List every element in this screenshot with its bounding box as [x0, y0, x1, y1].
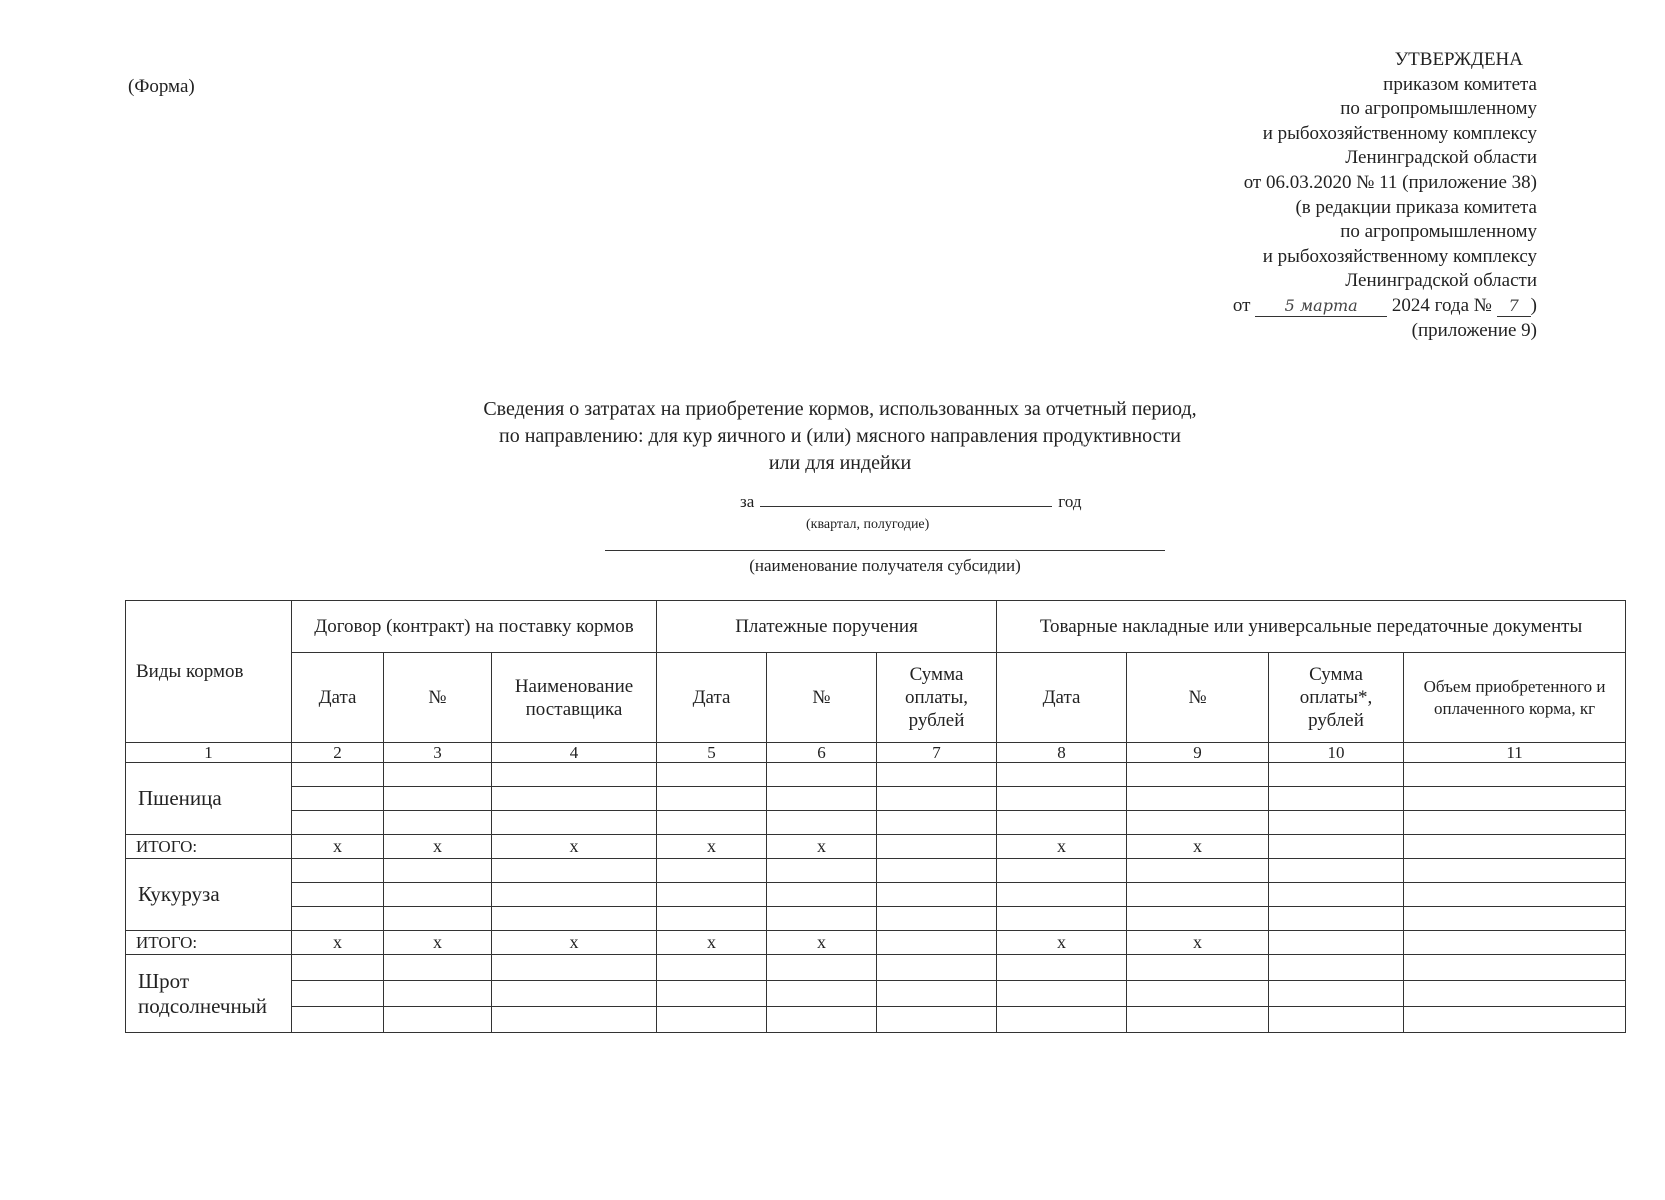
group-header-invoice: Товарные накладные или универсальные передаточные документы	[997, 601, 1626, 653]
table-cell[interactable]	[997, 883, 1127, 907]
x-mark: х	[1127, 931, 1269, 955]
form-label: (Форма)	[128, 76, 195, 97]
table-cell[interactable]	[1127, 907, 1269, 931]
col-header-invoice-sum: Сумма оплаты*, рублей	[1269, 653, 1404, 743]
table-cell[interactable]	[877, 1007, 997, 1033]
table-cell[interactable]	[877, 763, 997, 787]
table-cell[interactable]	[1269, 981, 1404, 1007]
table-cell[interactable]	[1404, 931, 1626, 955]
table-cell[interactable]	[997, 981, 1127, 1007]
approval-heading: УТВЕРЖДЕНА	[1394, 49, 1523, 70]
x-mark: х	[997, 835, 1127, 859]
table-cell[interactable]	[1127, 787, 1269, 811]
table-cell[interactable]	[492, 859, 657, 883]
column-number: 5	[657, 743, 767, 763]
col-header-invoice-number: №	[1127, 653, 1269, 743]
column-number: 7	[877, 743, 997, 763]
table-cell[interactable]	[997, 955, 1127, 981]
table-row-sunflower-meal	[126, 1007, 1626, 1033]
table-cell[interactable]	[1127, 859, 1269, 883]
table-cell[interactable]	[384, 811, 492, 835]
table-cell[interactable]	[767, 763, 877, 787]
x-mark: х	[384, 835, 492, 859]
column-number: 8	[997, 743, 1127, 763]
handwritten-date: 5 марта	[1255, 296, 1387, 317]
x-mark: х	[657, 835, 767, 859]
column-number: 9	[1127, 743, 1269, 763]
column-number: 10	[1269, 743, 1404, 763]
period-line	[740, 492, 1081, 512]
table-cell[interactable]	[492, 763, 657, 787]
table-cell[interactable]	[492, 883, 657, 907]
table-cell[interactable]	[877, 835, 997, 859]
x-mark: х	[492, 931, 657, 955]
approval-date-line	[1017, 294, 1537, 319]
total-label: ИТОГО:	[126, 931, 292, 955]
table-cell[interactable]	[292, 1007, 384, 1033]
table-cell[interactable]	[1269, 763, 1404, 787]
col-header-feed: Виды кормов	[126, 601, 292, 743]
table-cell[interactable]	[1404, 859, 1626, 883]
group-header-payment: Платежные поручения	[657, 601, 997, 653]
feed-name-cell: Пшеница	[126, 763, 292, 835]
table-cell[interactable]	[292, 787, 384, 811]
table-cell[interactable]	[657, 1007, 767, 1033]
table-row-sunflower-meal	[126, 981, 1626, 1007]
table-cell[interactable]	[657, 955, 767, 981]
table-cell[interactable]	[384, 763, 492, 787]
table-cell[interactable]	[1404, 981, 1626, 1007]
table-cell[interactable]	[1127, 955, 1269, 981]
approval-line: Ленинградской области	[1345, 147, 1537, 169]
table-cell[interactable]	[492, 907, 657, 931]
subheader-row	[126, 653, 1626, 743]
table-cell[interactable]	[997, 763, 1127, 787]
table-cell[interactable]	[1404, 883, 1626, 907]
table-cell[interactable]	[767, 787, 877, 811]
table-cell[interactable]	[1404, 955, 1626, 981]
feed-name-cell: Кукуруза	[126, 859, 292, 931]
table-cell[interactable]	[767, 1007, 877, 1033]
document-title	[340, 396, 1340, 477]
table-cell[interactable]	[492, 955, 657, 981]
x-mark: х	[292, 835, 384, 859]
table-cell[interactable]	[384, 883, 492, 907]
approval-appendix: (приложение 9)	[1411, 319, 1537, 341]
x-mark: х	[767, 931, 877, 955]
table-cell[interactable]	[384, 1007, 492, 1033]
table-cell[interactable]	[1404, 763, 1626, 787]
col-header-contract-number: №	[384, 653, 492, 743]
table-cell[interactable]	[767, 859, 877, 883]
table-cell[interactable]	[292, 981, 384, 1007]
table-cell[interactable]	[1404, 907, 1626, 931]
x-mark: х	[997, 931, 1127, 955]
col-header-contract-date: Дата	[292, 653, 384, 743]
recipient-hint: (наименование получателя субсидии)	[749, 556, 1021, 575]
table-cell[interactable]	[767, 955, 877, 981]
group-header-contract: Договор (контракт) на поставку кормов	[292, 601, 657, 653]
period-hint: (квартал, полугодие)	[806, 517, 930, 532]
table-cell[interactable]	[767, 883, 877, 907]
table-cell[interactable]	[384, 955, 492, 981]
approval-line: приказом комитета	[1383, 73, 1537, 95]
table-cell[interactable]	[292, 811, 384, 835]
column-number: 3	[384, 743, 492, 763]
x-mark: х	[384, 931, 492, 955]
table-cell[interactable]	[877, 859, 997, 883]
approval-line: Ленинградской области	[1345, 270, 1537, 292]
total-label: ИТОГО:	[126, 835, 292, 859]
approval-line: и рыбохозяйственному комплексу	[1262, 245, 1537, 267]
handwritten-number: 7	[1497, 296, 1531, 317]
title-line: или для индейки	[768, 452, 912, 474]
x-mark: х	[492, 835, 657, 859]
table-row-corn	[126, 859, 1626, 883]
x-mark: х	[767, 835, 877, 859]
column-number: 11	[1404, 743, 1626, 763]
col-header-payment-number: №	[767, 653, 877, 743]
approval-year-text: 2024 года №	[1391, 294, 1492, 316]
table-row-corn	[126, 907, 1626, 931]
table-row-corn	[126, 883, 1626, 907]
approval-close-paren: )	[1530, 294, 1537, 316]
table-cell[interactable]	[1404, 1007, 1626, 1033]
table-cell[interactable]	[997, 907, 1127, 931]
column-number: 6	[767, 743, 877, 763]
table-cell[interactable]	[877, 787, 997, 811]
table-row-wheat	[126, 811, 1626, 835]
column-number-row	[126, 743, 1626, 763]
table-row-wheat	[126, 787, 1626, 811]
x-mark: х	[657, 931, 767, 955]
table-cell[interactable]	[877, 883, 997, 907]
table-cell[interactable]	[1269, 859, 1404, 883]
table-cell[interactable]	[292, 763, 384, 787]
column-number: 4	[492, 743, 657, 763]
table-cell[interactable]	[877, 811, 997, 835]
table-cell[interactable]	[1127, 1007, 1269, 1033]
table-cell[interactable]	[657, 763, 767, 787]
table-cell[interactable]	[1269, 931, 1404, 955]
table-cell[interactable]	[384, 787, 492, 811]
title-line: по направлению: для кур яичного и (или) мясного направления продуктивности	[499, 425, 1181, 447]
recipient-blank-field[interactable]	[605, 550, 1165, 551]
table-cell[interactable]	[384, 981, 492, 1007]
table-cell[interactable]	[1269, 835, 1404, 859]
table-cell[interactable]	[997, 859, 1127, 883]
table-cell[interactable]	[657, 859, 767, 883]
period-prefix: за	[740, 492, 755, 511]
table-cell[interactable]	[492, 1007, 657, 1033]
approval-line: по агропромышленному	[1340, 98, 1537, 120]
header-row	[126, 601, 1626, 653]
table-cell[interactable]	[1269, 1007, 1404, 1033]
column-number: 1	[126, 743, 292, 763]
table-cell[interactable]	[492, 787, 657, 811]
table-cell[interactable]	[1127, 811, 1269, 835]
x-mark: х	[292, 931, 384, 955]
approval-line: от 06.03.2020 № 11 (приложение 38)	[1243, 171, 1537, 193]
approval-date-prefix: от	[1232, 294, 1251, 316]
table-row-total	[126, 931, 1626, 955]
table-cell[interactable]	[657, 811, 767, 835]
table-cell[interactable]	[657, 787, 767, 811]
col-header-invoice-date: Дата	[997, 653, 1127, 743]
expenses-table	[125, 600, 1626, 1033]
col-header-volume: Объем приобретенного и оплаченного корма, кг	[1404, 653, 1626, 743]
col-header-payment-sum: Сумма оплаты, рублей	[877, 653, 997, 743]
table-cell[interactable]	[1269, 907, 1404, 931]
table-cell[interactable]	[657, 883, 767, 907]
table-cell[interactable]	[1269, 811, 1404, 835]
table-cell[interactable]	[877, 981, 997, 1007]
table-cell[interactable]	[997, 811, 1127, 835]
table-cell[interactable]	[1127, 763, 1269, 787]
period-blank-field[interactable]	[760, 492, 1052, 507]
table-cell[interactable]	[492, 981, 657, 1007]
table-cell[interactable]	[1404, 787, 1626, 811]
table-cell[interactable]	[1404, 811, 1626, 835]
table-cell[interactable]	[767, 811, 877, 835]
title-line: Сведения о затратах на приобретение кормов, использованных за отчетный период,	[483, 398, 1197, 420]
table-cell[interactable]	[292, 883, 384, 907]
table-cell[interactable]	[492, 811, 657, 835]
table-cell[interactable]	[292, 907, 384, 931]
table-cell[interactable]	[384, 859, 492, 883]
expenses-table-container	[125, 600, 1625, 1033]
table-cell[interactable]	[767, 981, 877, 1007]
table-cell[interactable]	[877, 907, 997, 931]
table-row-total	[126, 835, 1626, 859]
table-cell[interactable]	[384, 907, 492, 931]
table-cell[interactable]	[1404, 835, 1626, 859]
table-cell[interactable]	[292, 859, 384, 883]
table-row-sunflower-meal	[126, 955, 1626, 981]
table-cell[interactable]	[997, 1007, 1127, 1033]
table-cell[interactable]	[1127, 883, 1269, 907]
table-cell[interactable]	[657, 907, 767, 931]
approval-line: и рыбохозяйственному комплексу	[1262, 122, 1537, 144]
table-cell[interactable]	[877, 955, 997, 981]
col-header-supplier: Наименование поставщика	[492, 653, 657, 743]
approval-line: (в редакции приказа комитета	[1295, 196, 1537, 218]
table-cell[interactable]	[1269, 883, 1404, 907]
feed-name-cell: Шрот подсолнечный	[126, 955, 292, 1033]
table-row-wheat	[126, 763, 1626, 787]
col-header-payment-date: Дата	[657, 653, 767, 743]
table-cell[interactable]	[1269, 955, 1404, 981]
table-cell[interactable]	[1269, 787, 1404, 811]
table-cell[interactable]	[767, 907, 877, 931]
x-mark: х	[1127, 835, 1269, 859]
period-suffix: год	[1058, 492, 1082, 511]
column-number: 2	[292, 743, 384, 763]
table-cell[interactable]	[877, 931, 997, 955]
table-cell[interactable]	[997, 787, 1127, 811]
table-cell[interactable]	[657, 981, 767, 1007]
table-cell[interactable]	[1127, 981, 1269, 1007]
table-cell[interactable]	[292, 955, 384, 981]
approval-block	[1017, 48, 1537, 343]
approval-line: по агропромышленному	[1340, 221, 1537, 243]
